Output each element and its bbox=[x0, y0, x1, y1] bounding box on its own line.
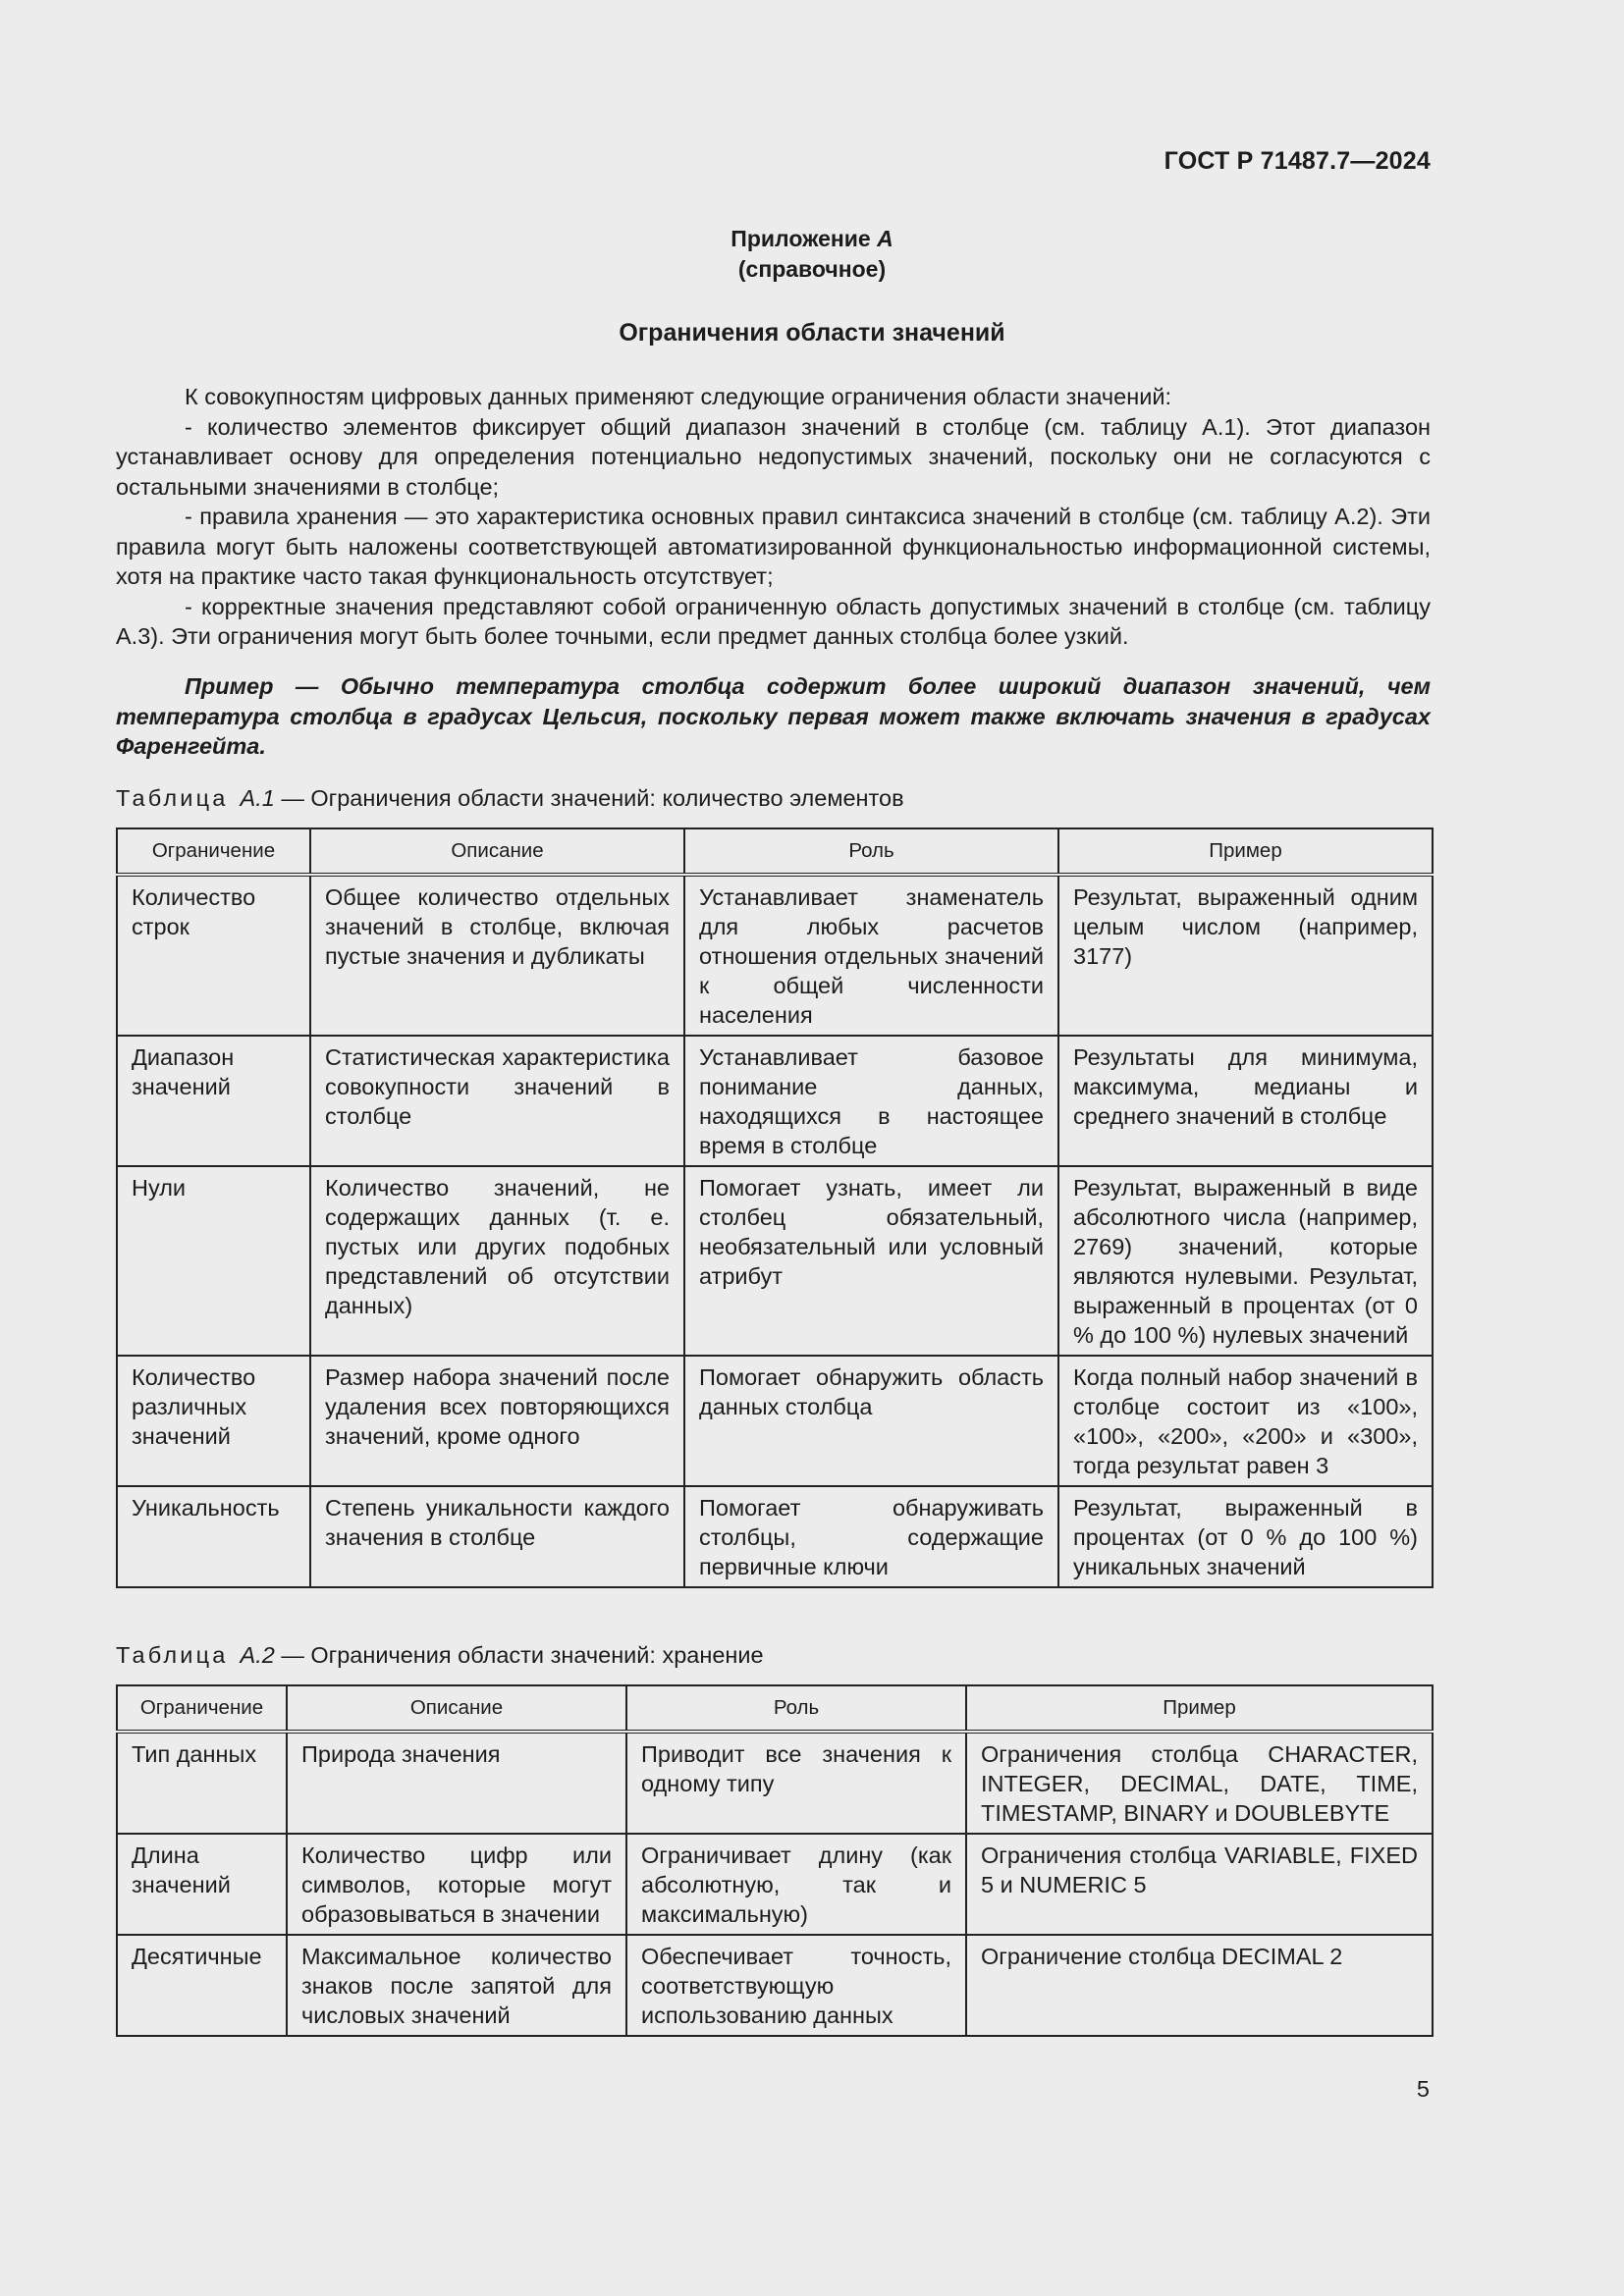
annex-type: (справочное) bbox=[737, 256, 887, 282]
cell-role: Ограничивает длину (как абсолютную, так и максимальную) bbox=[626, 1834, 966, 1935]
table1-caption-number: А.1 bbox=[240, 785, 275, 811]
cell-example: Когда полный набор значений в столбце состоит из «100», «100», «200», «200» и «300», тогда результат равен 3 bbox=[1058, 1356, 1433, 1486]
cell-description: Степень уникальности каждого значения в столбце bbox=[310, 1486, 684, 1587]
table-header-row bbox=[117, 828, 1433, 875]
cell-constraint: Диапазон значений bbox=[117, 1036, 310, 1166]
cell-description: Статистическая характеристика совокупности значений в столбце bbox=[310, 1036, 684, 1166]
cell-example: Ограничения столбца CHARACTER, INTEGER, DECIMAL, DATE, TIME, TIMESTAMP, BINARY и DOUBLEBYTE bbox=[966, 1732, 1433, 1834]
example-text: Пример — Обычно температура столбца содержит более широкий диапазон значений, чем температура столбца в градусах Цельсия, поскольку первая может также включать значения в градусах Фаренгейта. bbox=[116, 673, 1431, 759]
section-title: Ограничения области значений bbox=[619, 319, 1005, 347]
table-row bbox=[117, 1036, 1433, 1166]
cell-constraint: Длина значений bbox=[117, 1834, 287, 1935]
table-row bbox=[117, 875, 1433, 1036]
cell-description: Максимальное количество знаков после запятой для числовых значений bbox=[287, 1935, 626, 2036]
table2-caption bbox=[116, 1642, 764, 1669]
cell-role: Приводит все значения к одному типу bbox=[626, 1732, 966, 1834]
table-cardinality bbox=[116, 828, 1434, 1588]
cell-role: Устанавливает знаменатель для любых расчетов отношения отдельных значений к общей численности населения bbox=[684, 875, 1058, 1036]
header-cell: Роль bbox=[626, 1685, 966, 1732]
cell-constraint: Десятичные bbox=[117, 1935, 287, 2036]
annex-heading bbox=[0, 224, 1624, 285]
cell-role: Обеспечивает точность, соответствующую использованию данных bbox=[626, 1935, 966, 2036]
cell-example: Результат, выраженный в процентах (от 0 % до 100 %) уникальных значений bbox=[1058, 1486, 1433, 1587]
cell-example: Ограничения столбца VARIABLE, FIXED 5 и NUMERIC 5 bbox=[966, 1834, 1433, 1935]
header-cell: Ограничение bbox=[117, 828, 310, 875]
page-number: 5 bbox=[1416, 2076, 1430, 2102]
cell-description: Количество значений, не содержащих данных (т. е. пустых или других подобных представлений об отсутствии данных) bbox=[310, 1166, 684, 1356]
annex-prefix: Приложение bbox=[731, 226, 878, 251]
table1-caption bbox=[116, 785, 904, 812]
header-cell: Пример bbox=[966, 1685, 1433, 1732]
cell-role: Помогает узнать, имеет ли столбец обязательный, необязательный или условный атрибут bbox=[684, 1166, 1058, 1356]
header-cell: Пример bbox=[1058, 828, 1433, 875]
example-note bbox=[116, 671, 1431, 762]
cell-constraint: Тип данных bbox=[117, 1732, 287, 1834]
header-cell: Ограничение bbox=[117, 1685, 287, 1732]
table-row bbox=[117, 1486, 1433, 1587]
cell-constraint: Количество строк bbox=[117, 875, 310, 1036]
cell-constraint: Количество различных значений bbox=[117, 1356, 310, 1486]
header-cell: Роль bbox=[684, 828, 1058, 875]
annex-letter: А bbox=[877, 226, 893, 251]
cell-example: Ограничение столбца DECIMAL 2 bbox=[966, 1935, 1433, 2036]
table-row bbox=[117, 1935, 1433, 2036]
table2-caption-number: А.2 bbox=[240, 1642, 275, 1668]
paragraph: - правила хранения — это характеристика основных правил синтаксиса значений в столбце (см. таблицу А.2). Эти правила могут быть наложены соответствующей автоматизированной функциональностью информационной системы, хотя на практике часто такая функциональность отсутствует; bbox=[116, 504, 1431, 589]
cell-description: Размер набора значений после удаления всех повторяющихся значений, кроме одного bbox=[310, 1356, 684, 1486]
table2-caption-text: — Ограничения области значений: хранение bbox=[274, 1642, 764, 1668]
table1-caption-label: Таблица bbox=[116, 785, 229, 811]
table-row bbox=[117, 1356, 1433, 1486]
annex-title bbox=[0, 224, 1624, 254]
body-text bbox=[116, 382, 1431, 652]
table-row bbox=[117, 1834, 1433, 1935]
cell-constraint: Нули bbox=[117, 1166, 310, 1356]
paragraph: - количество элементов фиксирует общий диапазон значений в столбце (см. таблицу А.1). Этот диапазон устанавливает основу для определения потенциально недопустимых значений, поскольку они не согласуются с остальными значениями в столбце; bbox=[116, 413, 1431, 500]
cell-constraint: Уникальность bbox=[117, 1486, 310, 1587]
cell-example: Результаты для минимума, максимума, медианы и среднего значений в столбце bbox=[1058, 1036, 1433, 1166]
header-cell: Описание bbox=[310, 828, 684, 875]
table-row bbox=[117, 1166, 1433, 1356]
document-id: ГОСТ Р 71487.7—2024 bbox=[1164, 147, 1431, 175]
cell-example: Результат, выраженный одним целым числом (например, 3177) bbox=[1058, 875, 1433, 1036]
cell-description: Общее количество отдельных значений в столбце, включая пустые значения и дубликаты bbox=[310, 875, 684, 1036]
header-cell: Описание bbox=[287, 1685, 626, 1732]
table1-caption-text: — Ограничения области значений: количество элементов bbox=[274, 785, 904, 811]
paragraph: К совокупностям цифровых данных применяют следующие ограничения области значений: bbox=[185, 384, 1171, 409]
cell-role: Помогает обнаруживать столбцы, содержащие первичные ключи bbox=[684, 1486, 1058, 1587]
table-header-row bbox=[117, 1685, 1433, 1732]
cell-example: Результат, выраженный в виде абсолютного числа (например, 2769) значений, которые являются нулевыми. Результат, выраженный в процентах (от 0 % до 100 %) нулевых значений bbox=[1058, 1166, 1433, 1356]
cell-role: Помогает обнаружить область данных столбца bbox=[684, 1356, 1058, 1486]
cell-description: Количество цифр или символов, которые могут образовываться в значении bbox=[287, 1834, 626, 1935]
table-row bbox=[117, 1732, 1433, 1834]
cell-role: Устанавливает базовое понимание данных, находящихся в настоящее время в столбце bbox=[684, 1036, 1058, 1166]
cell-description: Природа значения bbox=[287, 1732, 626, 1834]
paragraph: - корректные значения представляют собой ограниченную область допустимых значений в столбце (см. таблицу А.3). Эти ограничения могут быть более точными, если предмет данных столбца более узкий. bbox=[116, 593, 1431, 649]
table-storage bbox=[116, 1684, 1434, 2037]
table2-caption-label: Таблица bbox=[116, 1642, 229, 1668]
